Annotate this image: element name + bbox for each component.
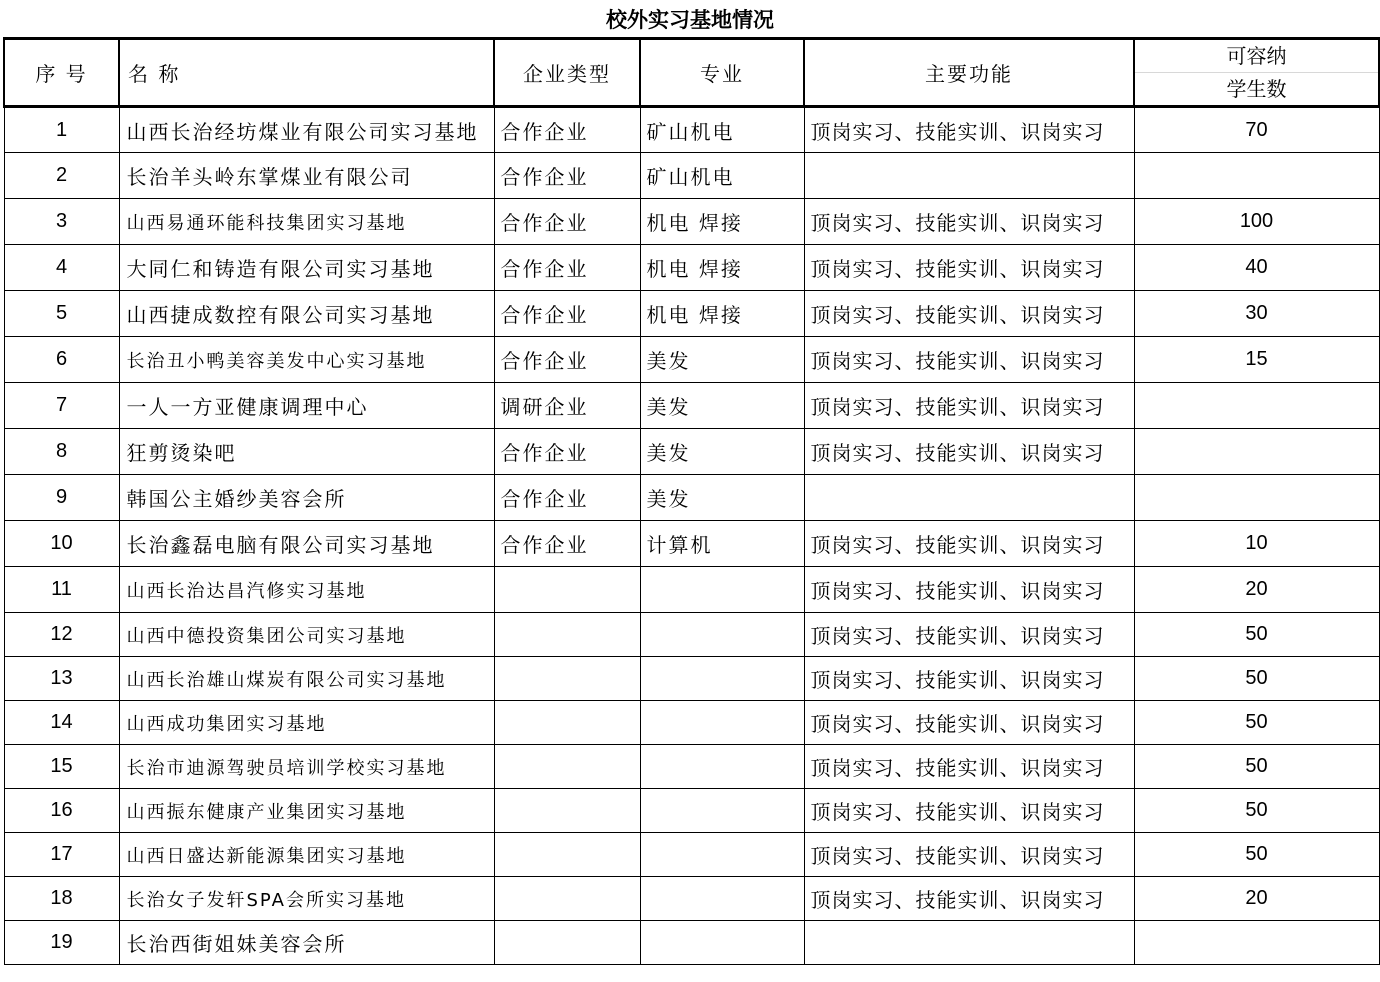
header-capacity-line2: 学生数 bbox=[1226, 77, 1287, 101]
cell-capacity[interactable]: 100 bbox=[1134, 199, 1379, 245]
cell-capacity[interactable]: 40 bbox=[1134, 245, 1379, 291]
header-index[interactable]: 序 号 bbox=[4, 39, 119, 107]
cell-type[interactable]: 合作企业 bbox=[494, 291, 640, 337]
cell-index[interactable]: 13 bbox=[4, 657, 119, 701]
cell-function[interactable]: 顶岗实习、技能实训、识岗实习 bbox=[804, 567, 1134, 613]
table-row bbox=[4, 657, 1379, 701]
cell-type[interactable] bbox=[494, 921, 640, 965]
cell-major[interactable] bbox=[640, 789, 804, 833]
cell-function[interactable]: 顶岗实习、技能实训、识岗实习 bbox=[804, 383, 1134, 429]
cell-index[interactable]: 5 bbox=[4, 291, 119, 337]
cell-name[interactable]: 山西长治雄山煤炭有限公司实习基地 bbox=[119, 657, 494, 701]
table-row bbox=[4, 921, 1379, 965]
sheet-title: 校外实习基地情况 bbox=[606, 8, 774, 32]
cell-type[interactable]: 合作企业 bbox=[494, 107, 640, 153]
cell-index[interactable]: 17 bbox=[4, 833, 119, 877]
cell-major[interactable] bbox=[640, 567, 804, 613]
cell-type[interactable] bbox=[494, 833, 640, 877]
cell-function[interactable]: 顶岗实习、技能实训、识岗实习 bbox=[804, 291, 1134, 337]
cell-major[interactable] bbox=[640, 833, 804, 877]
cell-type[interactable]: 合作企业 bbox=[494, 475, 640, 521]
table-row bbox=[4, 745, 1379, 789]
cell-function[interactable]: 顶岗实习、技能实训、识岗实习 bbox=[804, 429, 1134, 475]
cell-name[interactable]: 长治西街姐妹美容会所 bbox=[119, 921, 494, 965]
cell-name[interactable]: 韩国公主婚纱美容会所 bbox=[119, 475, 494, 521]
cell-type[interactable]: 合作企业 bbox=[494, 429, 640, 475]
table-row bbox=[4, 107, 1379, 153]
cell-function[interactable]: 顶岗实习、技能实训、识岗实习 bbox=[804, 199, 1134, 245]
cell-index[interactable]: 11 bbox=[4, 567, 119, 613]
internship-base-table bbox=[3, 37, 1380, 965]
cell-major[interactable]: 机电 焊接 bbox=[640, 245, 804, 291]
cell-name[interactable]: 大同仁和铸造有限公司实习基地 bbox=[119, 245, 494, 291]
cell-index[interactable]: 9 bbox=[4, 475, 119, 521]
cell-function[interactable]: 顶岗实习、技能实训、识岗实习 bbox=[804, 701, 1134, 745]
cell-capacity[interactable] bbox=[1134, 475, 1379, 521]
cell-name[interactable]: 山西易通环能科技集团实习基地 bbox=[119, 199, 494, 245]
cell-name[interactable]: 山西振东健康产业集团实习基地 bbox=[119, 789, 494, 833]
cell-function[interactable] bbox=[804, 153, 1134, 199]
header-name[interactable]: 名 称 bbox=[119, 39, 494, 107]
cell-major[interactable] bbox=[640, 745, 804, 789]
cell-index[interactable]: 19 bbox=[4, 921, 119, 965]
table-row bbox=[4, 383, 1379, 429]
cell-function[interactable] bbox=[804, 475, 1134, 521]
cell-type[interactable]: 合作企业 bbox=[494, 199, 640, 245]
cell-capacity[interactable]: 10 bbox=[1134, 521, 1379, 567]
cell-index[interactable]: 15 bbox=[4, 745, 119, 789]
cell-function[interactable]: 顶岗实习、技能实训、识岗实习 bbox=[804, 877, 1134, 921]
cell-index[interactable]: 7 bbox=[4, 383, 119, 429]
cell-name[interactable]: 长治羊头岭东掌煤业有限公司 bbox=[119, 153, 494, 199]
table-row bbox=[4, 613, 1379, 657]
header-row bbox=[4, 39, 1379, 107]
cell-index[interactable]: 14 bbox=[4, 701, 119, 745]
cell-name[interactable]: 狂剪烫染吧 bbox=[119, 429, 494, 475]
cell-capacity[interactable] bbox=[1134, 153, 1379, 199]
cell-capacity[interactable] bbox=[1134, 383, 1379, 429]
cell-capacity[interactable]: 70 bbox=[1134, 107, 1379, 153]
cell-name[interactable]: 长治市迪源驾驶员培训学校实习基地 bbox=[119, 745, 494, 789]
table-row bbox=[4, 475, 1379, 521]
cell-index[interactable]: 2 bbox=[4, 153, 119, 199]
cell-major[interactable] bbox=[640, 613, 804, 657]
cell-type[interactable] bbox=[494, 701, 640, 745]
cell-function[interactable]: 顶岗实习、技能实训、识岗实习 bbox=[804, 745, 1134, 789]
cell-function[interactable]: 顶岗实习、技能实训、识岗实习 bbox=[804, 833, 1134, 877]
cell-index[interactable]: 6 bbox=[4, 337, 119, 383]
cell-major[interactable]: 机电 焊接 bbox=[640, 291, 804, 337]
header-function[interactable]: 主要功能 bbox=[804, 39, 1134, 107]
cell-type[interactable] bbox=[494, 613, 640, 657]
cell-capacity[interactable]: 50 bbox=[1134, 701, 1379, 745]
cell-major[interactable] bbox=[640, 657, 804, 701]
cell-index[interactable]: 8 bbox=[4, 429, 119, 475]
cell-function[interactable]: 顶岗实习、技能实训、识岗实习 bbox=[804, 657, 1134, 701]
cell-major[interactable]: 矿山机电 bbox=[640, 153, 804, 199]
cell-major[interactable] bbox=[640, 701, 804, 745]
header-capacity[interactable] bbox=[1134, 39, 1379, 107]
table-row bbox=[4, 833, 1379, 877]
table-row bbox=[4, 429, 1379, 475]
header-type[interactable]: 企业类型 bbox=[494, 39, 640, 107]
table-row bbox=[4, 701, 1379, 745]
table-row bbox=[4, 337, 1379, 383]
cell-capacity[interactable]: 20 bbox=[1134, 567, 1379, 613]
cell-major[interactable]: 美发 bbox=[640, 337, 804, 383]
table-row bbox=[4, 567, 1379, 613]
cell-major[interactable] bbox=[640, 877, 804, 921]
cell-name[interactable]: 山西捷成数控有限公司实习基地 bbox=[119, 291, 494, 337]
cell-function[interactable]: 顶岗实习、技能实训、识岗实习 bbox=[804, 107, 1134, 153]
cell-major[interactable]: 矿山机电 bbox=[640, 107, 804, 153]
cell-name[interactable]: 长治女子发轩SPA会所实习基地 bbox=[119, 877, 494, 921]
cell-major[interactable]: 计算机 bbox=[640, 521, 804, 567]
cell-capacity[interactable]: 15 bbox=[1134, 337, 1379, 383]
cell-name[interactable]: 山西长治达昌汽修实习基地 bbox=[119, 567, 494, 613]
cell-name[interactable]: 长治丑小鸭美容美发中心实习基地 bbox=[119, 337, 494, 383]
cell-type[interactable]: 合作企业 bbox=[494, 153, 640, 199]
cell-function[interactable] bbox=[804, 921, 1134, 965]
cell-major[interactable]: 美发 bbox=[640, 429, 804, 475]
cell-name[interactable]: 山西成功集团实习基地 bbox=[119, 701, 494, 745]
table-row bbox=[4, 789, 1379, 833]
cell-capacity[interactable]: 20 bbox=[1134, 877, 1379, 921]
cell-type[interactable] bbox=[494, 789, 640, 833]
cell-type[interactable] bbox=[494, 877, 640, 921]
cell-index[interactable]: 3 bbox=[4, 199, 119, 245]
cell-capacity[interactable]: 50 bbox=[1134, 789, 1379, 833]
cell-function[interactable]: 顶岗实习、技能实训、识岗实习 bbox=[804, 789, 1134, 833]
cell-index[interactable]: 16 bbox=[4, 789, 119, 833]
cell-capacity[interactable]: 50 bbox=[1134, 613, 1379, 657]
cell-capacity[interactable]: 50 bbox=[1134, 745, 1379, 789]
header-major[interactable]: 专业 bbox=[640, 39, 804, 107]
cell-major[interactable] bbox=[640, 921, 804, 965]
cell-major[interactable]: 机电 焊接 bbox=[640, 199, 804, 245]
cell-name[interactable]: 长治鑫磊电脑有限公司实习基地 bbox=[119, 521, 494, 567]
cell-function[interactable]: 顶岗实习、技能实训、识岗实习 bbox=[804, 521, 1134, 567]
cell-index[interactable]: 12 bbox=[4, 613, 119, 657]
cell-major[interactable]: 美发 bbox=[640, 383, 804, 429]
cell-name[interactable]: 山西日盛达新能源集团实习基地 bbox=[119, 833, 494, 877]
cell-type[interactable] bbox=[494, 745, 640, 789]
cell-name[interactable]: 一人一方亚健康调理中心 bbox=[119, 383, 494, 429]
cell-index[interactable]: 10 bbox=[4, 521, 119, 567]
cell-major[interactable]: 美发 bbox=[640, 475, 804, 521]
cell-function[interactable]: 顶岗实习、技能实训、识岗实习 bbox=[804, 613, 1134, 657]
cell-type[interactable] bbox=[494, 567, 640, 613]
cell-name[interactable]: 山西中德投资集团公司实习基地 bbox=[119, 613, 494, 657]
cell-capacity[interactable]: 50 bbox=[1134, 833, 1379, 877]
cell-capacity[interactable]: 50 bbox=[1134, 657, 1379, 701]
header-capacity-line1: 可容纳 bbox=[1135, 40, 1378, 73]
cell-function[interactable]: 顶岗实习、技能实训、识岗实习 bbox=[804, 337, 1134, 383]
table-row bbox=[4, 245, 1379, 291]
table-row bbox=[4, 199, 1379, 245]
cell-index[interactable]: 4 bbox=[4, 245, 119, 291]
cell-type[interactable] bbox=[494, 657, 640, 701]
cell-name[interactable]: 山西长治经坊煤业有限公司实习基地 bbox=[119, 107, 494, 153]
table-row bbox=[4, 521, 1379, 567]
cell-capacity[interactable]: 30 bbox=[1134, 291, 1379, 337]
table-row bbox=[4, 153, 1379, 199]
cell-capacity[interactable] bbox=[1134, 921, 1379, 965]
cell-type[interactable]: 调研企业 bbox=[494, 383, 640, 429]
cell-function[interactable]: 顶岗实习、技能实训、识岗实习 bbox=[804, 245, 1134, 291]
table-row bbox=[4, 877, 1379, 921]
cell-type[interactable]: 合作企业 bbox=[494, 521, 640, 567]
cell-capacity[interactable] bbox=[1134, 429, 1379, 475]
cell-index[interactable]: 1 bbox=[4, 107, 119, 153]
table-body bbox=[4, 107, 1379, 965]
cell-type[interactable]: 合作企业 bbox=[494, 337, 640, 383]
cell-type[interactable]: 合作企业 bbox=[494, 245, 640, 291]
table-row bbox=[4, 291, 1379, 337]
cell-index[interactable]: 18 bbox=[4, 877, 119, 921]
